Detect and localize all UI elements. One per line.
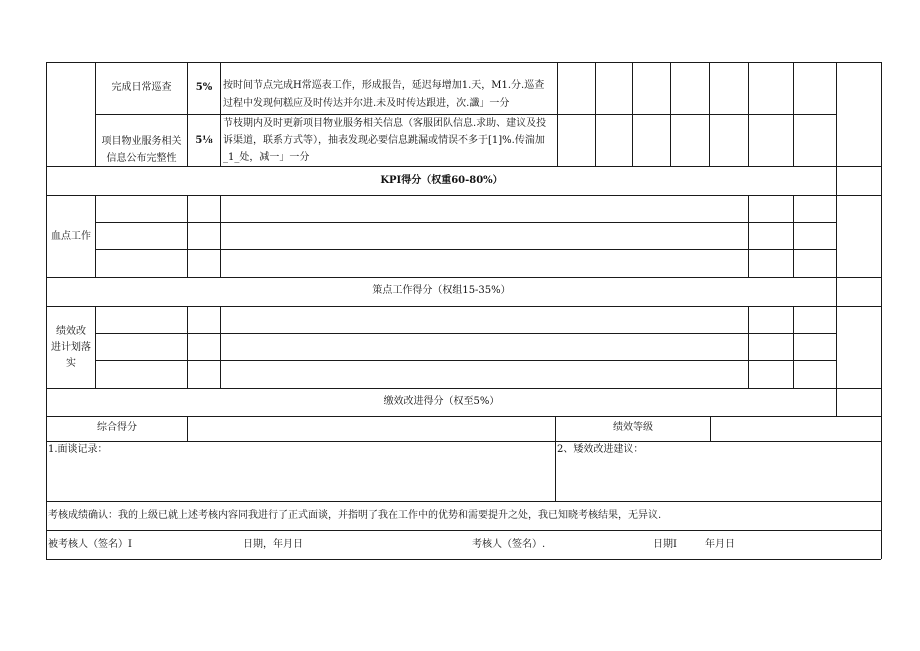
improvement-suggest-label: 2、矮效改进建议： <box>557 444 644 455</box>
rule <box>95 333 836 334</box>
rule <box>220 195 221 277</box>
desc-daily-patrol-line2: 过程中发现何糕应及时传达并尔进.未及时传达跟进，次.讖」一分 <box>223 98 510 109</box>
grade-label: 绩效等级 <box>613 422 653 433</box>
rule <box>46 388 881 389</box>
rule <box>748 306 749 388</box>
rule <box>95 249 836 250</box>
assessor-date-value: 年月日 <box>705 539 735 550</box>
rule <box>46 559 881 560</box>
rule <box>95 222 836 223</box>
rule <box>46 277 881 278</box>
interview-record-label: 1.面谈记录： <box>48 444 108 455</box>
rule <box>46 195 881 196</box>
weight-info-publish: 5⅛ <box>195 135 213 146</box>
rule <box>748 195 749 277</box>
rule <box>557 62 558 166</box>
item-daily-patrol: 完成日常巡查 <box>111 82 172 93</box>
rule <box>187 306 188 388</box>
rule <box>710 416 711 441</box>
focus-work-score-label: 策点工作得分（权组15-35%） <box>372 285 511 296</box>
rule <box>95 62 96 166</box>
rule <box>632 62 633 166</box>
improvement-label-line3: 实 <box>66 358 76 369</box>
rule <box>670 62 671 166</box>
assessor-signature: 考核人（签名）. <box>472 539 546 550</box>
rule <box>95 114 836 115</box>
rule <box>187 416 188 441</box>
rule <box>220 306 221 388</box>
improvement-score-label: 缴效改进得分（权至5%） <box>383 396 500 407</box>
rule <box>881 62 882 559</box>
improvement-label-line2: 进计划落 <box>51 342 91 353</box>
rule <box>95 306 96 388</box>
rule <box>46 501 881 502</box>
confirm-text: 考核成绩确认：我的上级已就上述考核内容同我进行了正式面谈，并指明了我在工作中的优势和需要提升之处，我已知晓考核结果，无异议. <box>48 510 662 521</box>
total-score-label: 综合得分 <box>97 422 137 433</box>
rule <box>46 441 881 442</box>
kpi-score-label: KPI得分（权重60-80%） <box>380 175 503 186</box>
rule <box>46 62 47 559</box>
rule <box>595 62 596 166</box>
rule <box>748 62 749 166</box>
rule <box>46 306 881 307</box>
rule <box>793 195 794 277</box>
assessee-signature: 被考核人（签名）I <box>48 539 132 550</box>
rule <box>220 62 221 166</box>
desc-info-publish-line2: 诉渠道，联系方式等），抽表发现必要信息跳漏或情误不多于[1]%.传湍加 <box>223 135 545 146</box>
item-info-publish-line2: 信息公布完整性 <box>106 153 177 164</box>
rule <box>95 360 836 361</box>
item-info-publish-line1: 项目物业服务相关 <box>101 136 182 147</box>
weight-daily-patrol: 5% <box>195 82 213 93</box>
rule <box>709 62 710 166</box>
rule <box>187 62 188 166</box>
rule <box>46 416 881 417</box>
improvement-label-line1: 绩效改 <box>56 326 86 337</box>
rule <box>836 62 837 416</box>
rule <box>46 530 881 531</box>
rule <box>46 166 881 167</box>
desc-info-publish-line3: _1_处，减一」一分 <box>223 152 310 163</box>
rule <box>793 62 794 166</box>
desc-info-publish-line1: 节枝期内及时更新项目物业服务相关信息（客服团队信息.求助、建议及投 <box>223 118 547 129</box>
assessor-date-label: 日期I <box>653 539 677 550</box>
desc-daily-patrol-line1: 按时间节点完成H常巡表工作，形成报告，延迟每增加1.天，M1.分.巡查 <box>223 80 545 91</box>
rule <box>187 195 188 277</box>
assessee-date: 日期，年月日 <box>243 539 303 550</box>
rule <box>95 195 96 277</box>
rule <box>46 62 881 63</box>
focus-work-label: 血点工作 <box>51 231 91 242</box>
rule <box>793 306 794 388</box>
